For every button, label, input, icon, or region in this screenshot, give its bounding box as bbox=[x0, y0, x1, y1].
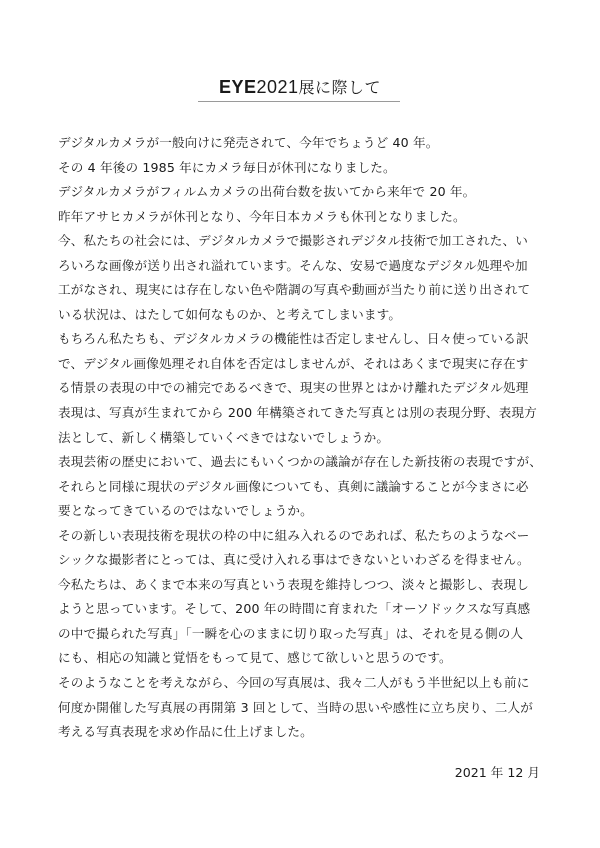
title-exhibition-name: EYE bbox=[218, 77, 257, 97]
document-title bbox=[219, 76, 381, 99]
body-line: デジタルカメラがフィルムカメラの出荷台数を抜いてから来年で 20 年。 bbox=[58, 184, 476, 200]
body-line: で、デジタル画像処理それ自体を否定はしませんが、それはあくまで現実に存在す bbox=[58, 355, 529, 371]
body-line: 工がなされ、現実には存在しない色や階調の写真や動画が当たり前に送り出されて bbox=[58, 282, 531, 298]
body-line: デジタルカメラが一般向けに発売されて、今年でちょうど 40 年。 bbox=[58, 135, 439, 150]
body-line: 今、私たちの社会には、デジタルカメラで撮影されデジタル技術で加工された、い bbox=[58, 233, 529, 249]
body-line: その 4 年後の 1985 年にカメラ毎日が休刊になりました。 bbox=[58, 159, 396, 175]
body-line: それらと同様に現状のデジタル画像についても、真剣に議論することが今まさに必 bbox=[58, 478, 529, 494]
body-line: ろいろな画像が送り出され溢れています。そんな、安易で過度なデジタル処理や加 bbox=[58, 257, 528, 273]
body-line: そのようなことを考えながら、今回の写真展は、我々二人がもう半世紀以上も前に bbox=[58, 675, 530, 691]
title-suffix: 展に際して bbox=[298, 78, 382, 97]
title-underline bbox=[198, 101, 400, 102]
body-line: 昨年アサヒカメラが休刊となり、今年日本カメラも休刊となりました。 bbox=[58, 208, 466, 224]
body-line: いる状況は、はたして如何なものか、と考えてしまいます。 bbox=[58, 306, 402, 322]
body-line: その新しい表現技術を現状の枠の中に組み入れるのであれば、私たちのようなベー bbox=[58, 527, 530, 543]
body-line: 今私たちは、あくまで本来の写真という表現を維持しつつ、淡々と撮影し、表現し bbox=[58, 576, 530, 592]
body-line: 表現芸術の歴史において、過去にもいくつかの議論が存在した新技術の表現ですが、 bbox=[58, 454, 543, 470]
document-title-block bbox=[0, 76, 600, 99]
body-line: 要となってきているのではないでしょうか。 bbox=[58, 503, 313, 519]
body-line: 法として、新しく構築していくべきではないでしょうか。 bbox=[58, 429, 390, 445]
title-year: 2021 bbox=[256, 77, 299, 97]
body-line: シックな撮影者にとっては、真に受け入れる事はできないといわざるを得ません。 bbox=[58, 552, 530, 568]
body-line: る情景の表現の中での補完であるべきで、現実の世界とはかけ離れたデジタル処理 bbox=[58, 380, 529, 396]
document-body bbox=[58, 131, 548, 745]
body-line: 何度か開催した写真展の再開第 3 回として、当時の思いや感性に立ち戻り、二人が bbox=[58, 699, 533, 715]
body-line: ようと思っています。そして、200 年の時間に育まれた「オーソドックスな写真感 bbox=[58, 601, 531, 617]
document-date: 2021 年 12 月 bbox=[454, 765, 540, 780]
body-line: にも、相応の知識と覚悟をもって見て、感じて欲しいと思うのです。 bbox=[58, 650, 452, 666]
body-line: もちろん私たちも、デジタルカメラの機能性は否定しませんし、日々使っている訳 bbox=[58, 331, 529, 347]
body-line: 考える写真表現を求め作品に仕上げました。 bbox=[58, 724, 313, 740]
body-line: 表現は、写真が生まれてから 200 年構築されてきた写真とは別の表現分野、表現方 bbox=[58, 405, 537, 421]
body-line: の中で撮られた写真」「一瞬を心のままに切り取った写真」は、それを見る側の人 bbox=[58, 625, 524, 641]
